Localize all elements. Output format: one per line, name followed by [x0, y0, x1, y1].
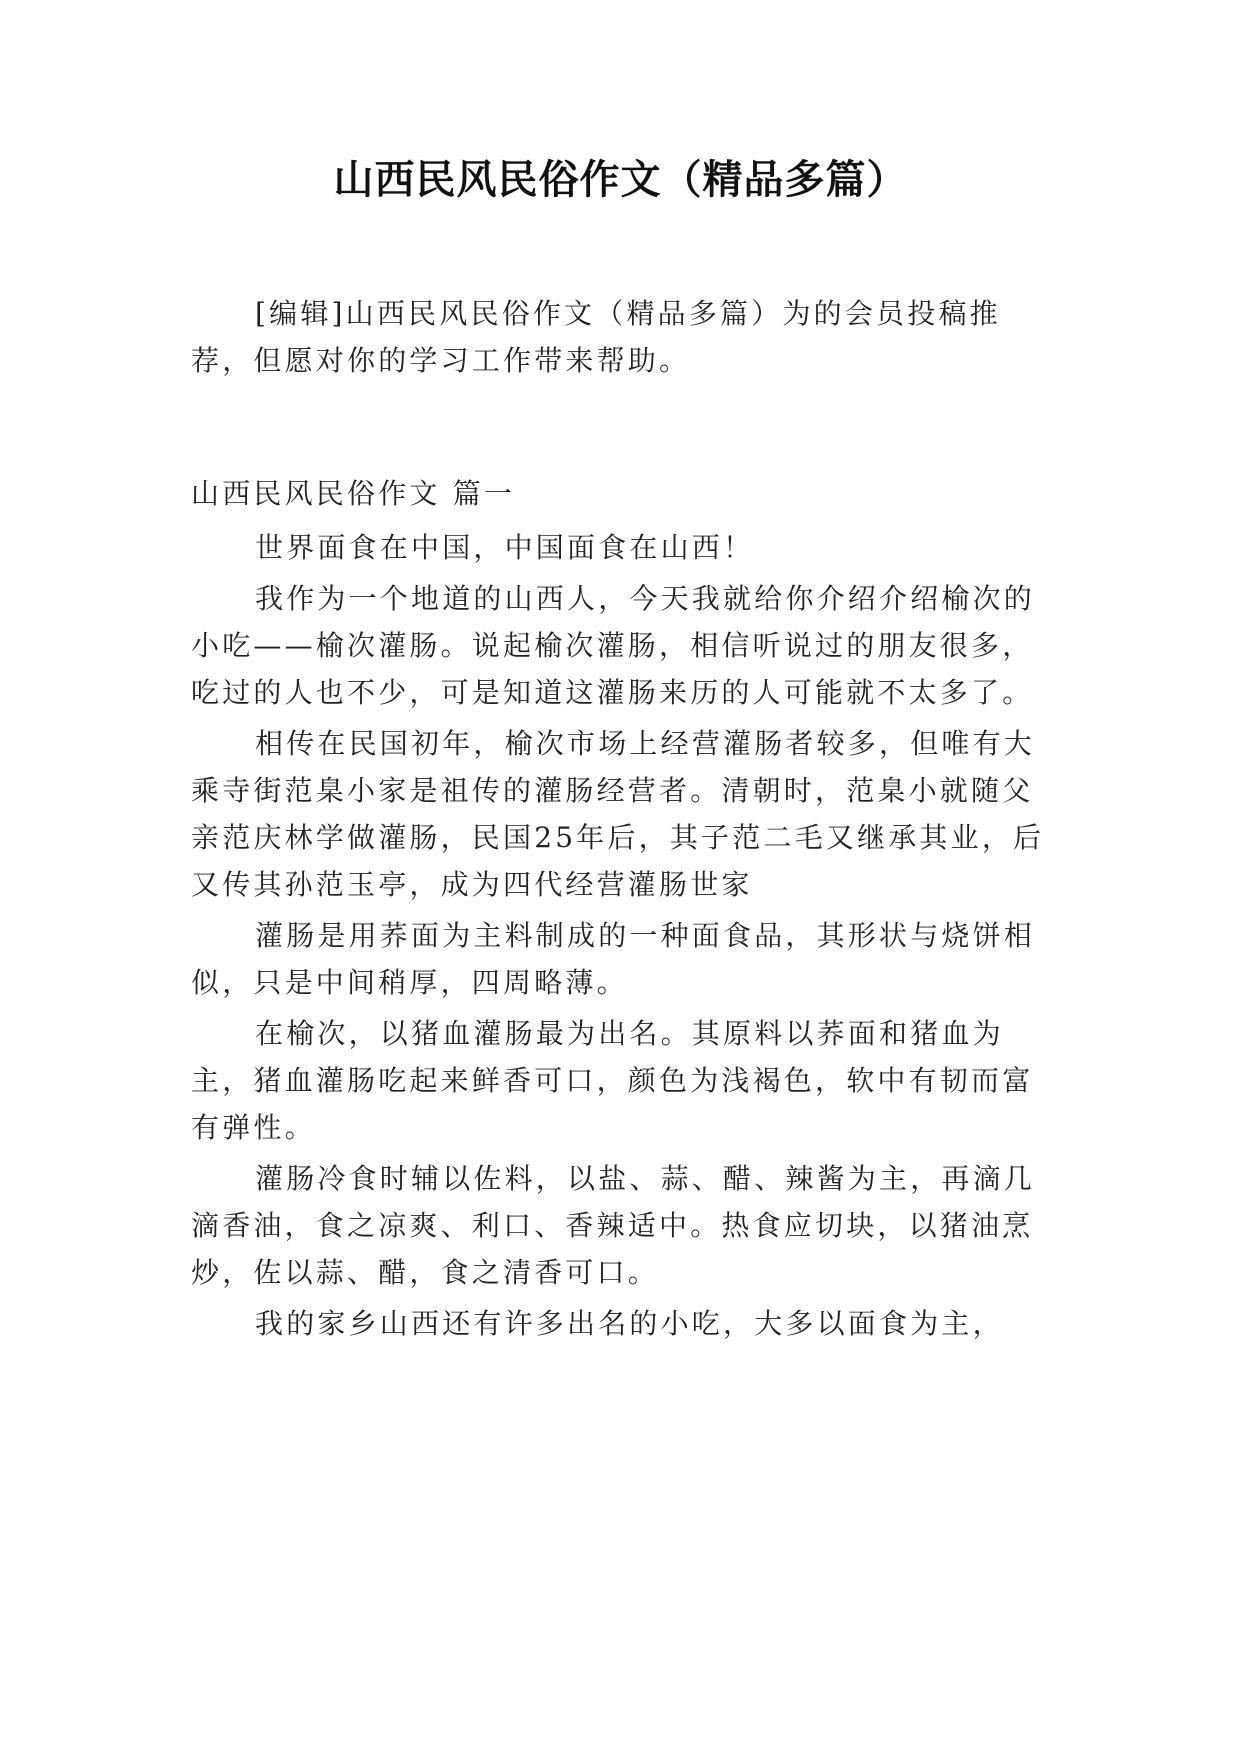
article-body	[191, 524, 1051, 1351]
intro-block	[191, 290, 1051, 384]
paragraph-2: 我作为一个地道的山西人，今天我就给你介绍介绍榆次的小吃——榆次灌肠。说起榆次灌肠，相信听说过的朋友很多，吃过的人也不少，可是知道这灌肠来历的人可能就不太多了。	[191, 582, 1036, 709]
paragraph-7: 我的家乡山西还有许多出名的小吃，大多以面食为主，	[255, 1307, 1004, 1340]
paragraph-3: 相传在民国初年，榆次市场上经营灌肠者较多，但唯有大乘寺街范臬小家是祖传的灌肠经营者。清朝时，范臬小就随父亲范庆林学做灌肠，民国25年后，其子范二毛又继承其业，后又传其孙范玉亭，成为四代经营灌肠世家	[191, 727, 1045, 901]
paragraph-4: 灌肠是用荞面为主料制成的一种面食品，其形状与烧饼相似，只是中间稍厚，四周略薄。	[191, 919, 1036, 999]
document-title: 山西民风民俗作文（精品多篇）	[333, 157, 908, 203]
section-heading: 山西民风民俗作文 篇一	[191, 477, 516, 510]
paragraph-6: 灌肠冷食时辅以佐料，以盐、蒜、醋、辣酱为主，再滴几滴香油，食之凉爽、利口、香辣适中。热食应切块，以猪油烹炒，佐以蒜、醋，食之清香可口。	[191, 1162, 1036, 1289]
paragraph-5: 在榆次，以猪血灌肠最为出名。其原料以荞面和猪血为主，猪血灌肠吃起来鲜香可口，颜色为浅褐色，软中有韧而富有弹性。	[191, 1017, 1034, 1144]
paragraph-1: 世界面食在中国，中国面食在山西！	[255, 531, 755, 564]
intro-paragraph: [编辑]山西民风民俗作文（精品多篇）为的会员投稿推荐，但愿对你的学习工作带来帮助。	[191, 297, 1001, 377]
